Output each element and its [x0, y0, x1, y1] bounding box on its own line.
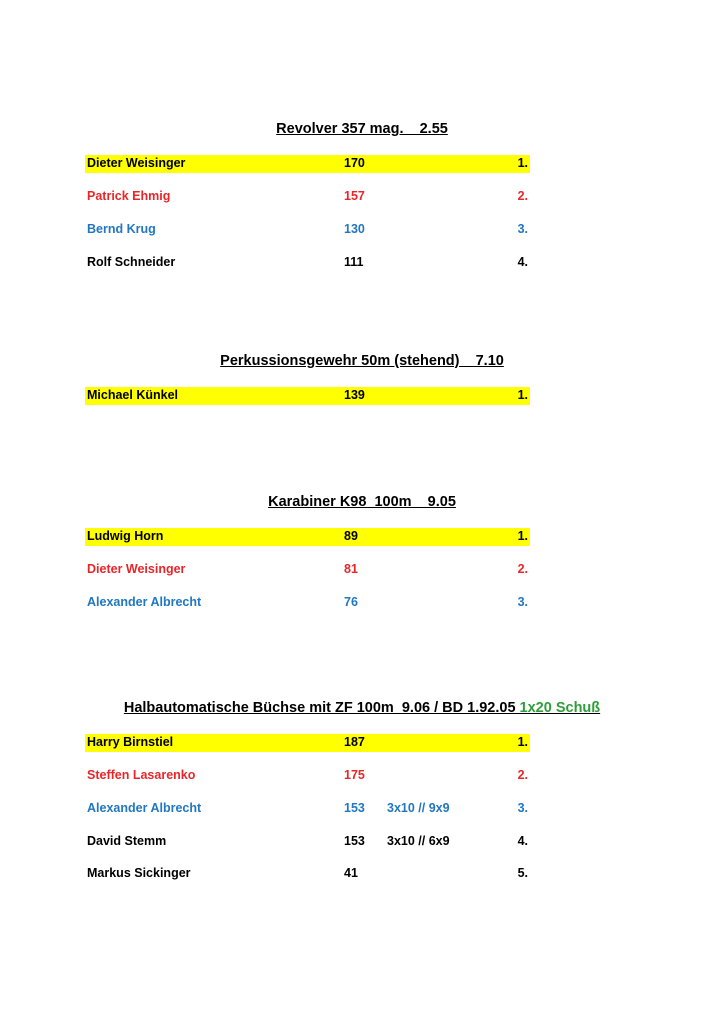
place: 2.	[517, 768, 528, 782]
score: 41	[344, 866, 358, 880]
shooter-name: Alexander Albrecht	[87, 595, 202, 609]
shooter-name: Rolf Schneider	[87, 255, 176, 269]
score: 187	[344, 735, 365, 749]
place: 1.	[517, 529, 528, 543]
shooter-name: Dieter Weisinger	[87, 562, 186, 576]
shooter-name: Ludwig Horn	[87, 529, 164, 543]
place: 3.	[517, 801, 528, 815]
place: 3.	[517, 595, 528, 609]
score: 157	[344, 189, 365, 203]
result-row	[85, 594, 530, 612]
shooter-name: Michael Künkel	[87, 388, 178, 402]
section-title-revolver	[0, 121, 724, 137]
section-title-halbautomatische	[0, 700, 724, 716]
section-title-karabiner	[0, 494, 724, 510]
place: 5.	[517, 866, 528, 880]
result-row	[85, 561, 530, 579]
score: 76	[344, 595, 358, 609]
section-title-text: Perkussionsgewehr 50m (stehend) 7.10	[220, 353, 504, 369]
score: 153	[344, 801, 365, 815]
place: 2.	[517, 562, 528, 576]
series-note: 3x10 // 9x9	[387, 801, 450, 815]
shooter-name: Patrick Ehmig	[87, 189, 171, 203]
section-title-text: Halbautomatische Büchse mit ZF 100m 9.06 / BD 1.92.05	[123, 700, 516, 716]
place: 1.	[517, 156, 528, 170]
result-row	[85, 155, 530, 173]
score: 89	[344, 529, 358, 543]
shooter-name: Alexander Albrecht	[87, 801, 202, 815]
result-row	[85, 188, 530, 206]
score: 170	[344, 156, 365, 170]
score: 139	[344, 388, 365, 402]
result-row	[85, 221, 530, 239]
shooter-name: Bernd Krug	[87, 222, 156, 236]
place: 1.	[517, 735, 528, 749]
score: 153	[344, 834, 365, 848]
result-row	[85, 767, 530, 785]
place: 3.	[517, 222, 528, 236]
result-row	[85, 387, 530, 405]
series-note: 3x10 // 6x9	[387, 834, 450, 848]
score: 111	[344, 255, 364, 269]
place: 4.	[517, 834, 528, 848]
section-title-text: Revolver 357 mag. 2.55	[276, 121, 448, 137]
shooter-name: Harry Birnstiel	[87, 735, 174, 749]
result-row	[85, 865, 530, 883]
result-row	[85, 528, 530, 546]
section-title-text: Karabiner K98 100m 9.05	[268, 494, 456, 510]
section-title-perkussionsgewehr	[0, 353, 724, 369]
place: 2.	[517, 189, 528, 203]
place: 4.	[517, 255, 528, 269]
score: 130	[344, 222, 365, 236]
score: 81	[344, 562, 358, 576]
shooter-name: Dieter Weisinger	[87, 156, 186, 170]
section-title-extra: 1x20 Schuß	[519, 700, 601, 716]
score: 175	[344, 768, 365, 782]
result-row	[85, 254, 530, 272]
result-row	[85, 734, 530, 752]
result-row	[85, 800, 530, 818]
shooter-name: Steffen Lasarenko	[87, 768, 196, 782]
result-row	[85, 833, 530, 851]
shooter-name: David Stemm	[87, 834, 167, 848]
place: 1.	[517, 388, 528, 402]
shooter-name: Markus Sickinger	[87, 866, 191, 880]
